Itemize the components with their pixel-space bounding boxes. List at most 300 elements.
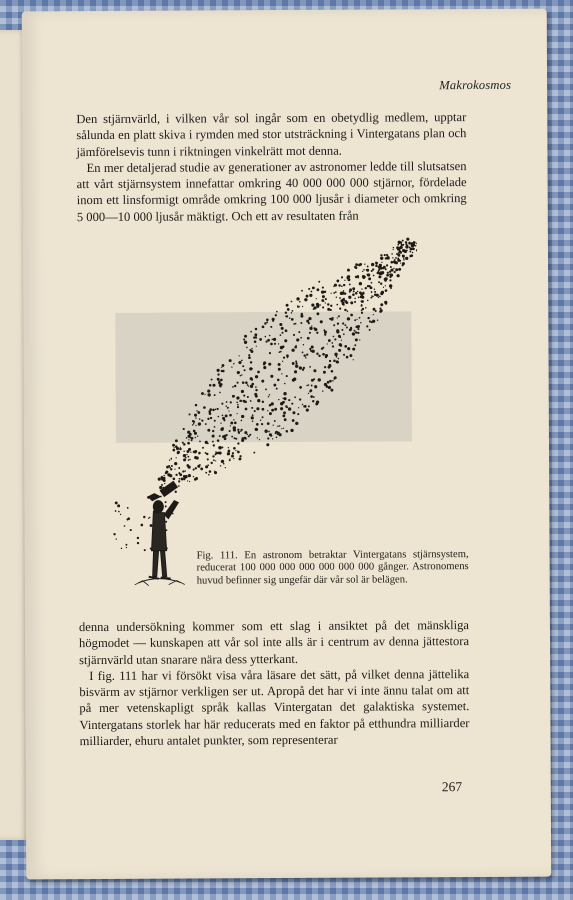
star-dot bbox=[397, 259, 400, 262]
star-dot bbox=[292, 310, 294, 312]
star-dot bbox=[268, 431, 270, 433]
star-dot bbox=[406, 250, 408, 252]
star-dot bbox=[288, 399, 290, 401]
star-dot bbox=[343, 290, 344, 291]
star-dot bbox=[195, 477, 198, 480]
star-dot bbox=[269, 404, 272, 407]
star-dot bbox=[341, 329, 343, 331]
star-dot bbox=[174, 462, 177, 465]
star-dot bbox=[250, 350, 253, 353]
star-dot bbox=[295, 360, 297, 362]
star-dot bbox=[324, 333, 326, 335]
running-header: Makrokosmos bbox=[439, 77, 512, 93]
star-dot bbox=[375, 262, 376, 263]
star-dot bbox=[350, 301, 353, 304]
star-dot bbox=[371, 282, 373, 284]
star-dot bbox=[380, 303, 383, 306]
star-dot bbox=[237, 429, 239, 431]
star-dot bbox=[243, 400, 246, 403]
star-dot bbox=[212, 409, 215, 412]
star-dot bbox=[210, 462, 212, 464]
star-dot bbox=[395, 268, 398, 271]
star-dot bbox=[205, 423, 207, 425]
paragraph: Den stjärnvärld, i vilken vår sol ingår som en obetydlig medlem, upptar sålunda en platt skiva i rymden med stor utsträckning i Vintergatans plan och jämförelsevis tunn i riktningen vinkelrätt mot denna. bbox=[76, 110, 467, 159]
star-dot bbox=[115, 510, 117, 512]
star-dot bbox=[137, 537, 139, 539]
star-dot bbox=[411, 244, 414, 247]
star-dot bbox=[323, 301, 324, 302]
star-dot bbox=[359, 282, 362, 285]
star-dot bbox=[322, 295, 325, 298]
star-dot bbox=[215, 452, 218, 455]
star-dot bbox=[222, 364, 224, 366]
star-dot bbox=[278, 433, 281, 436]
star-dot bbox=[406, 238, 409, 241]
star-dot bbox=[240, 431, 241, 432]
star-dot bbox=[267, 339, 270, 342]
star-dot bbox=[323, 329, 325, 331]
astronomer-figure bbox=[134, 481, 185, 585]
star-dot bbox=[237, 442, 239, 444]
star-dot bbox=[339, 307, 341, 309]
star-dot bbox=[211, 379, 213, 381]
star-dot bbox=[366, 325, 368, 327]
star-dot bbox=[358, 264, 361, 267]
star-dot bbox=[243, 395, 245, 397]
star-dot bbox=[212, 441, 214, 443]
star-dot bbox=[161, 484, 163, 486]
star-dot bbox=[416, 242, 418, 244]
star-dot bbox=[245, 381, 248, 384]
star-dot bbox=[207, 429, 210, 432]
star-dot bbox=[296, 362, 298, 364]
star-dot bbox=[183, 451, 184, 452]
star-dot bbox=[250, 361, 252, 363]
star-dot bbox=[385, 289, 387, 291]
star-dot bbox=[316, 332, 318, 334]
star-dot bbox=[125, 544, 127, 546]
star-dot bbox=[342, 303, 345, 306]
star-dot bbox=[212, 430, 214, 432]
star-dot bbox=[270, 435, 272, 437]
star-dot bbox=[330, 389, 333, 392]
star-dot bbox=[217, 373, 219, 375]
star-dot bbox=[116, 538, 117, 539]
star-dot bbox=[402, 255, 405, 258]
star-dot bbox=[234, 385, 236, 387]
star-dot bbox=[302, 352, 304, 354]
star-dot bbox=[176, 447, 179, 450]
star-dot bbox=[282, 332, 284, 334]
star-dot bbox=[219, 384, 222, 387]
star-dot bbox=[264, 322, 266, 324]
star-dot bbox=[177, 451, 180, 454]
star-dot bbox=[213, 444, 215, 446]
star-dot bbox=[354, 266, 357, 269]
star-dot bbox=[338, 284, 341, 287]
star-dot bbox=[285, 315, 287, 317]
star-dot bbox=[209, 408, 212, 411]
star-dot bbox=[276, 437, 278, 439]
star-dot bbox=[395, 257, 396, 258]
star-dot bbox=[316, 353, 318, 355]
star-dot bbox=[248, 386, 249, 387]
star-dot bbox=[397, 274, 400, 277]
star-dot bbox=[328, 386, 331, 389]
star-dot bbox=[121, 548, 122, 549]
star-dot bbox=[358, 296, 360, 298]
star-dot bbox=[244, 431, 247, 434]
star-dot bbox=[285, 329, 288, 332]
star-dot bbox=[306, 385, 308, 387]
star-dot bbox=[300, 322, 302, 324]
star-dot bbox=[254, 333, 257, 336]
star-dot bbox=[375, 310, 377, 312]
star-dot bbox=[205, 465, 208, 468]
star-dot bbox=[331, 370, 334, 373]
star-dot bbox=[223, 419, 225, 421]
star-dot bbox=[299, 386, 302, 389]
star-dot bbox=[217, 408, 219, 410]
star-dot bbox=[396, 246, 399, 249]
star-dot bbox=[188, 459, 190, 461]
star-dot bbox=[313, 378, 315, 380]
star-dot bbox=[192, 424, 194, 426]
star-dot bbox=[197, 465, 200, 468]
star-dot bbox=[217, 439, 220, 442]
star-dot bbox=[251, 407, 253, 409]
star-dot bbox=[352, 332, 355, 335]
star-dot bbox=[171, 465, 173, 467]
star-dot bbox=[330, 293, 331, 294]
star-dot bbox=[186, 437, 188, 439]
star-dot bbox=[182, 470, 184, 472]
star-dot bbox=[279, 323, 282, 326]
star-dot bbox=[322, 306, 324, 308]
star-dot bbox=[184, 470, 186, 472]
star-dot bbox=[293, 334, 295, 336]
star-dot bbox=[225, 414, 228, 417]
star-dot bbox=[384, 301, 387, 304]
star-dot bbox=[381, 262, 382, 263]
star-dot bbox=[357, 291, 358, 292]
star-dot bbox=[355, 338, 358, 341]
star-dot bbox=[313, 396, 315, 398]
star-dot bbox=[183, 458, 186, 461]
star-dot bbox=[298, 331, 300, 333]
star-dot bbox=[297, 413, 299, 415]
star-dot bbox=[387, 272, 389, 274]
star-dot bbox=[350, 328, 352, 330]
star-dot bbox=[308, 405, 310, 407]
star-dot bbox=[409, 247, 412, 250]
star-dot bbox=[390, 261, 393, 264]
star-dot bbox=[330, 309, 332, 311]
star-dot bbox=[328, 339, 331, 342]
star-dot bbox=[184, 475, 187, 478]
star-dot bbox=[255, 337, 257, 339]
star-dot bbox=[276, 388, 278, 390]
star-dot bbox=[225, 467, 226, 468]
star-dot bbox=[277, 431, 278, 432]
star-dot bbox=[220, 465, 221, 466]
star-dot bbox=[338, 358, 340, 360]
star-dot bbox=[215, 451, 216, 452]
star-dot bbox=[282, 361, 283, 362]
star-dot bbox=[383, 287, 384, 288]
star-dot bbox=[379, 296, 380, 297]
star-dot bbox=[377, 319, 378, 320]
star-dot bbox=[265, 341, 267, 343]
star-dot bbox=[371, 291, 373, 293]
star-dot bbox=[302, 306, 303, 307]
star-dot bbox=[238, 432, 240, 434]
star-dot bbox=[233, 363, 235, 365]
star-dot bbox=[233, 447, 236, 450]
star-dot bbox=[130, 529, 132, 531]
star-dot bbox=[259, 338, 262, 341]
star-dot bbox=[236, 396, 239, 399]
star-dot bbox=[371, 263, 374, 266]
star-dot bbox=[250, 400, 252, 402]
star-dot bbox=[311, 346, 314, 349]
star-dot bbox=[366, 269, 368, 271]
star-dot bbox=[336, 280, 339, 283]
body-text-bottom bbox=[79, 617, 470, 749]
star-dot bbox=[233, 428, 236, 431]
star-dot bbox=[262, 401, 264, 403]
star-dot bbox=[344, 324, 346, 326]
star-dot bbox=[349, 354, 352, 357]
star-dot bbox=[273, 425, 274, 426]
star-dot bbox=[234, 395, 235, 396]
star-dot bbox=[405, 243, 407, 245]
star-dot bbox=[247, 396, 249, 398]
star-dot bbox=[286, 430, 289, 433]
star-dot bbox=[207, 390, 210, 393]
star-dot bbox=[223, 463, 225, 465]
star-dot bbox=[384, 280, 386, 282]
star-dot bbox=[198, 452, 201, 455]
star-dot bbox=[309, 332, 311, 334]
star-dot bbox=[183, 428, 185, 430]
star-dot bbox=[344, 280, 345, 281]
star-dot bbox=[380, 267, 383, 270]
paragraph: En mer detaljerad studie av generationer av astronomer ledde till slutsatsen att vårt stjärnsystem innefattar omkring 40 000 000 000 stjärnor, fördelade inom ett linsformigt område omkring 100 000 ljusår i diameter och omkring 5 000—10 000 ljusår mäktigt. Och ett av resultaten från bbox=[76, 158, 467, 224]
star-dot bbox=[380, 309, 383, 312]
star-dot bbox=[174, 469, 175, 470]
star-dot bbox=[313, 308, 315, 310]
star-dot bbox=[239, 455, 241, 457]
star-dot bbox=[367, 317, 369, 319]
star-dot bbox=[313, 327, 315, 329]
star-dot bbox=[347, 269, 350, 272]
star-dot bbox=[400, 241, 403, 244]
star-dot bbox=[209, 384, 212, 387]
star-dot bbox=[168, 465, 170, 467]
star-dot bbox=[283, 411, 286, 414]
star-dot bbox=[221, 427, 224, 430]
star-dot bbox=[222, 415, 224, 417]
star-dot bbox=[391, 253, 393, 255]
star-dot bbox=[401, 244, 403, 246]
star-dot bbox=[212, 435, 215, 438]
star-dot bbox=[347, 310, 349, 312]
star-dot bbox=[186, 454, 187, 455]
star-dot bbox=[322, 390, 323, 391]
star-dot bbox=[215, 409, 216, 410]
star-dot bbox=[251, 348, 253, 350]
star-dot bbox=[149, 517, 151, 519]
star-dot bbox=[250, 377, 253, 380]
star-dot bbox=[294, 396, 296, 398]
star-dot bbox=[361, 300, 364, 303]
star-dot bbox=[241, 360, 243, 362]
star-dot bbox=[268, 363, 271, 366]
star-dot bbox=[294, 370, 297, 373]
star-dot bbox=[193, 451, 196, 454]
star-dot bbox=[325, 302, 326, 303]
star-dot bbox=[412, 252, 414, 254]
star-dot bbox=[255, 375, 258, 378]
star-dot bbox=[205, 472, 207, 474]
star-dot bbox=[194, 414, 197, 417]
star-dot bbox=[202, 447, 204, 449]
star-dot bbox=[278, 343, 279, 344]
star-dot bbox=[208, 474, 210, 476]
star-dot bbox=[402, 240, 404, 242]
star-dot bbox=[170, 458, 171, 459]
star-dot bbox=[193, 430, 196, 433]
star-dot bbox=[234, 422, 237, 425]
star-dot bbox=[250, 331, 252, 333]
star-dot bbox=[242, 365, 244, 367]
star-dot bbox=[264, 430, 267, 433]
star-dot bbox=[159, 486, 162, 489]
star-dot bbox=[386, 264, 388, 266]
star-dot bbox=[158, 478, 161, 481]
star-dot bbox=[113, 533, 115, 535]
star-dot bbox=[239, 355, 240, 356]
star-dot bbox=[347, 317, 350, 320]
star-dot bbox=[320, 320, 323, 323]
star-dot bbox=[273, 338, 276, 341]
star-dot bbox=[175, 474, 177, 476]
star-dot bbox=[400, 262, 401, 263]
star-dot bbox=[263, 366, 266, 369]
star-dot bbox=[303, 344, 304, 345]
star-dot bbox=[354, 301, 356, 303]
star-dot bbox=[296, 338, 299, 341]
star-dot bbox=[269, 335, 271, 337]
star-dot bbox=[380, 257, 383, 260]
star-dot bbox=[343, 333, 345, 335]
star-dot bbox=[361, 304, 363, 306]
star-dot bbox=[237, 371, 240, 374]
star-dot bbox=[398, 252, 399, 253]
star-dot bbox=[357, 328, 359, 330]
star-dot bbox=[333, 292, 335, 294]
star-dot bbox=[346, 327, 348, 329]
star-dot bbox=[291, 349, 294, 352]
star-dot bbox=[371, 321, 373, 323]
star-dot bbox=[286, 407, 288, 409]
star-dot bbox=[237, 451, 238, 452]
star-dot bbox=[354, 319, 356, 321]
star-dot bbox=[329, 318, 331, 320]
star-dot bbox=[169, 467, 171, 469]
star-dot bbox=[295, 422, 298, 425]
star-dot bbox=[390, 269, 393, 272]
star-dot bbox=[229, 414, 232, 417]
star-dot bbox=[303, 405, 305, 407]
star-dot bbox=[292, 411, 295, 414]
star-dot bbox=[285, 311, 287, 313]
star-dot bbox=[374, 289, 375, 290]
star-dot bbox=[278, 399, 279, 400]
star-dot bbox=[389, 273, 391, 275]
star-dot bbox=[209, 470, 212, 473]
star-dot bbox=[233, 419, 234, 420]
star-dot bbox=[316, 288, 319, 291]
star-dot bbox=[143, 516, 145, 518]
star-dot bbox=[244, 437, 247, 440]
star-dot bbox=[352, 348, 355, 351]
star-dot bbox=[405, 257, 408, 260]
star-dot bbox=[313, 369, 316, 372]
star-dot bbox=[384, 254, 386, 256]
star-dot bbox=[247, 384, 249, 386]
star-dot bbox=[291, 312, 293, 314]
star-dot bbox=[366, 274, 368, 276]
star-dot bbox=[245, 408, 248, 411]
star-dot bbox=[341, 276, 343, 278]
star-dot bbox=[255, 328, 258, 331]
star-dot bbox=[394, 259, 396, 261]
star-dot bbox=[256, 346, 257, 347]
star-dot bbox=[316, 298, 317, 299]
star-dot bbox=[361, 288, 362, 289]
star-dot bbox=[214, 394, 216, 396]
star-dot bbox=[179, 478, 181, 480]
star-dot bbox=[311, 325, 312, 326]
star-dot bbox=[362, 292, 365, 295]
star-dot bbox=[356, 319, 357, 320]
star-dot bbox=[304, 298, 307, 301]
star-dot bbox=[365, 307, 367, 309]
star-dot bbox=[338, 335, 341, 338]
star-dot bbox=[333, 336, 335, 338]
star-dot bbox=[221, 403, 223, 405]
star-dot bbox=[318, 281, 320, 283]
star-dot bbox=[295, 345, 297, 347]
star-dot bbox=[165, 472, 167, 474]
star-dot bbox=[198, 422, 201, 425]
star-dot bbox=[284, 383, 286, 385]
star-dot bbox=[118, 511, 120, 513]
star-dot bbox=[232, 452, 234, 454]
star-dot bbox=[369, 329, 371, 331]
star-dot bbox=[284, 418, 287, 421]
star-dot bbox=[355, 292, 358, 295]
star-dot bbox=[178, 472, 180, 474]
star-dot bbox=[228, 450, 231, 453]
star-dot bbox=[329, 380, 332, 383]
star-dot bbox=[281, 373, 282, 374]
star-dot bbox=[354, 298, 356, 300]
star-dot bbox=[322, 287, 324, 289]
star-dot bbox=[332, 380, 334, 382]
